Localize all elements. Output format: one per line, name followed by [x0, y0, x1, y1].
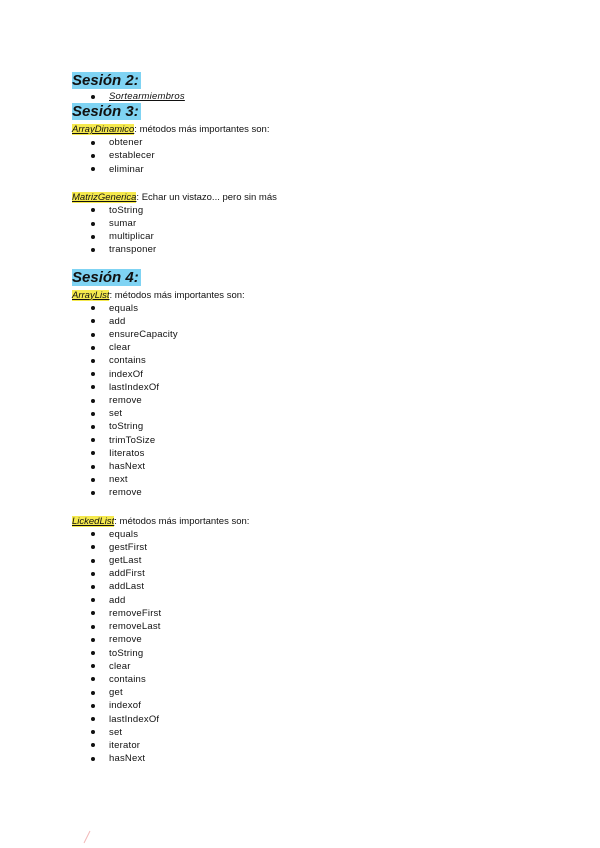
list-item: addLast: [72, 580, 542, 593]
list-array-list: [72, 302, 542, 500]
list-linked-list: [72, 528, 542, 766]
section-sesion-3: [72, 103, 542, 256]
list-item: addFirst: [72, 567, 542, 580]
list-item: indexOf: [72, 368, 542, 381]
list-array-dinamico: [72, 136, 542, 176]
list-item: add: [72, 315, 542, 328]
list-item: contains: [72, 354, 542, 367]
list-item: iterator: [72, 739, 542, 752]
linked-list-intro: [72, 515, 542, 528]
list-item: Iiteratos: [72, 447, 542, 460]
list-item: multiplicar: [72, 230, 542, 243]
list-item: hasNext: [72, 752, 542, 765]
list-item: trimToSize: [72, 434, 542, 447]
array-dinamico-intro: [72, 123, 542, 136]
list-item: lastIndexOf: [72, 381, 542, 394]
list-item: lastIndexOf: [72, 713, 542, 726]
list-item: equals: [72, 302, 542, 315]
list-item: getLast: [72, 554, 542, 567]
term-array-list: ArrayList: [72, 289, 110, 301]
list-item: indexof: [72, 699, 542, 712]
list-item: add: [72, 594, 542, 607]
section-sesion-4: [72, 257, 542, 766]
list-item: eliminar: [72, 163, 542, 176]
list-item: hasNext: [72, 460, 542, 473]
term-array-dinamico: ArrayDinamico: [72, 124, 135, 136]
matriz-generica-intro: [72, 191, 542, 204]
list-item: remove: [72, 394, 542, 407]
list-item: [72, 90, 542, 103]
list-item: get: [72, 686, 542, 699]
list-item: remove: [72, 633, 542, 646]
list-item: sumar: [72, 217, 542, 230]
term-linked-list: LickedList: [72, 515, 115, 527]
heading-sesion-3: Sesión 3:: [72, 103, 139, 121]
intro-text: : Echar un vistazo... pero sin más: [136, 191, 277, 203]
list-item: removeFirst: [72, 607, 542, 620]
array-list-intro: [72, 289, 542, 302]
list-item: establecer: [72, 149, 542, 162]
intro-text: : métodos más importantes son:: [134, 124, 270, 136]
list-item: toString: [72, 420, 542, 433]
intro-text: : métodos más importantes son:: [114, 515, 250, 527]
intro-text: : métodos más importantes son:: [109, 289, 245, 301]
heading-sesion-2: Sesión 2:: [72, 72, 139, 89]
list-item: removeLast: [72, 620, 542, 633]
list-item: clear: [72, 660, 542, 673]
section-sesion-2: [72, 70, 542, 103]
heading-sesion-4: Sesión 4:: [72, 268, 139, 286]
list-item: gestFirst: [72, 541, 542, 554]
list-item: ensureCapacity: [72, 328, 542, 341]
list-item: clear: [72, 341, 542, 354]
list-sesion-2: [72, 90, 542, 103]
list-item: obtener: [72, 136, 542, 149]
list-item: set: [72, 407, 542, 420]
list-item: toString: [72, 647, 542, 660]
page-mark-icon: [82, 830, 92, 844]
list-item: toString: [72, 204, 542, 217]
list-item: equals: [72, 528, 542, 541]
list-matriz-generica: [72, 204, 542, 257]
list-item: contains: [72, 673, 542, 686]
list-item: transponer: [72, 243, 542, 256]
document-page: [72, 70, 542, 765]
list-item: next: [72, 473, 542, 486]
sortearmiembros-link[interactable]: Sortearmiembros: [109, 91, 185, 102]
list-item: set: [72, 726, 542, 739]
list-item: remove: [72, 486, 542, 499]
term-matriz-generica: MatrizGenerica: [72, 191, 137, 203]
